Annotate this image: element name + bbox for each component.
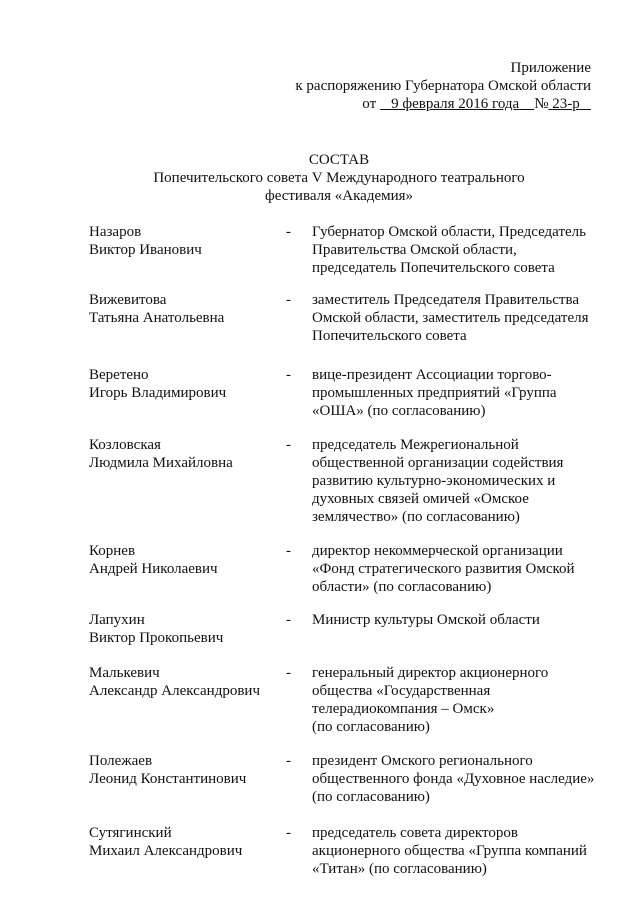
- member-role: [312, 542, 575, 596]
- member-role-line: «Титан» (по согласованию): [312, 861, 487, 877]
- member-role: [312, 664, 548, 736]
- member-role-line: общества «Государственная: [312, 683, 491, 699]
- member-role-line: общественной организации содействия: [312, 455, 564, 471]
- member-dash: -: [286, 224, 291, 240]
- document-heading: [0, 151, 640, 205]
- member-given-names: Людмила Михайловна: [89, 455, 233, 471]
- member-role: [312, 611, 540, 629]
- member-name: [89, 366, 226, 402]
- member-dash: -: [286, 543, 291, 559]
- member-surname: Веретено: [89, 367, 149, 383]
- member-role-line: «ОША» (по согласованию): [312, 403, 486, 419]
- heading-title: СОСТАВ: [308, 152, 370, 168]
- member-role: [312, 223, 586, 277]
- appendix-order-reference: к распоряжению Губернатора Омской области: [295, 78, 591, 94]
- member-role-line: землячество» (по согласованию): [312, 509, 520, 525]
- member-surname: Лапухин: [89, 612, 145, 628]
- member-given-names: Андрей Николаевич: [89, 561, 218, 577]
- member-surname: Вижевитова: [89, 292, 167, 308]
- member-dash: -: [286, 292, 291, 308]
- member-dash: -: [286, 825, 291, 841]
- member-dash: -: [286, 612, 291, 628]
- heading-line-1: Попечительского совета V Международного театрального: [153, 170, 525, 186]
- member-role-line: Омской области, заместитель председателя: [312, 310, 589, 326]
- heading-line-2: фестиваля «Академия»: [264, 188, 414, 204]
- member-dash: -: [286, 665, 291, 681]
- member-role: [312, 752, 594, 806]
- member-role-line: развитию культурно-экономических и: [312, 473, 556, 489]
- member-given-names: Александр Александрович: [89, 683, 260, 699]
- member-surname: Полежаев: [89, 753, 153, 769]
- member-name: [89, 611, 223, 647]
- appendix-label: Приложение: [510, 60, 591, 76]
- member-surname: Назаров: [89, 224, 142, 240]
- member-name: [89, 664, 260, 700]
- number-prefix: №: [534, 96, 549, 112]
- member-given-names: Леонид Константинович: [89, 771, 247, 787]
- member-role-line: президент Омского регионального: [312, 753, 533, 769]
- order-number: 23-р: [552, 96, 580, 112]
- member-role-line: акционерного общества «Группа компаний: [312, 843, 587, 859]
- member-name: [89, 436, 233, 472]
- member-dash: -: [286, 367, 291, 383]
- member-given-names: Татьяна Анатольевна: [89, 310, 225, 326]
- appendix-date-line: [295, 95, 591, 113]
- member-surname: Козловская: [89, 437, 161, 453]
- appendix-block: [295, 59, 591, 113]
- order-date: 9 февраля 2016 года: [391, 96, 520, 112]
- member-role-line: общественного фонда «Духовное наследие»: [312, 771, 595, 787]
- member-role-line: директор некоммерческой организации: [312, 543, 563, 559]
- member-role: [312, 366, 557, 420]
- member-role-line: заместитель Председателя Правительства: [312, 292, 580, 308]
- member-name: [89, 542, 218, 578]
- member-surname: Корнев: [89, 543, 136, 559]
- member-role-line: телерадиокомпания – Омск»: [312, 701, 495, 717]
- member-role: [312, 436, 563, 526]
- member-role-line: Попечительского совета: [312, 328, 467, 344]
- member-surname: Сутягинский: [89, 825, 172, 841]
- member-role-line: Губернатор Омской области, Председатель: [312, 224, 586, 240]
- member-role: [312, 291, 588, 345]
- member-given-names: Игорь Владимирович: [89, 385, 227, 401]
- member-role-line: промышленных предприятий «Группа: [312, 385, 557, 401]
- member-name: [89, 752, 246, 788]
- member-role-line: области» (по согласованию): [312, 579, 492, 595]
- member-role-line: Правительства Омской области,: [312, 242, 517, 258]
- member-dash: -: [286, 753, 291, 769]
- member-surname: Малькевич: [89, 665, 160, 681]
- member-name: [89, 291, 224, 327]
- member-given-names: Михаил Александрович: [89, 843, 243, 859]
- member-role-line: духовных связей омичей «Омское: [312, 491, 529, 507]
- member-name: [89, 223, 202, 259]
- member-role: [312, 824, 587, 878]
- date-prefix: от: [362, 96, 377, 112]
- member-given-names: Виктор Прокопьевич: [89, 630, 224, 646]
- member-role-line: председатель совета директоров: [312, 825, 518, 841]
- member-role-line: вице-президент Ассоциации торгово-: [312, 367, 552, 383]
- member-role-line: (по согласованию): [312, 719, 430, 735]
- member-dash: -: [286, 437, 291, 453]
- member-role-line: председатель Межрегиональной: [312, 437, 519, 453]
- member-role-line: Министр культуры Омской области: [312, 612, 540, 628]
- member-given-names: Виктор Иванович: [89, 242, 202, 258]
- member-role-line: генеральный директор акционерного: [312, 665, 549, 681]
- member-role-line: «Фонд стратегического развития Омской: [312, 561, 575, 577]
- member-name: [89, 824, 242, 860]
- member-role-line: председатель Попечительского совета: [312, 260, 555, 276]
- member-role-line: (по согласованию): [312, 789, 430, 805]
